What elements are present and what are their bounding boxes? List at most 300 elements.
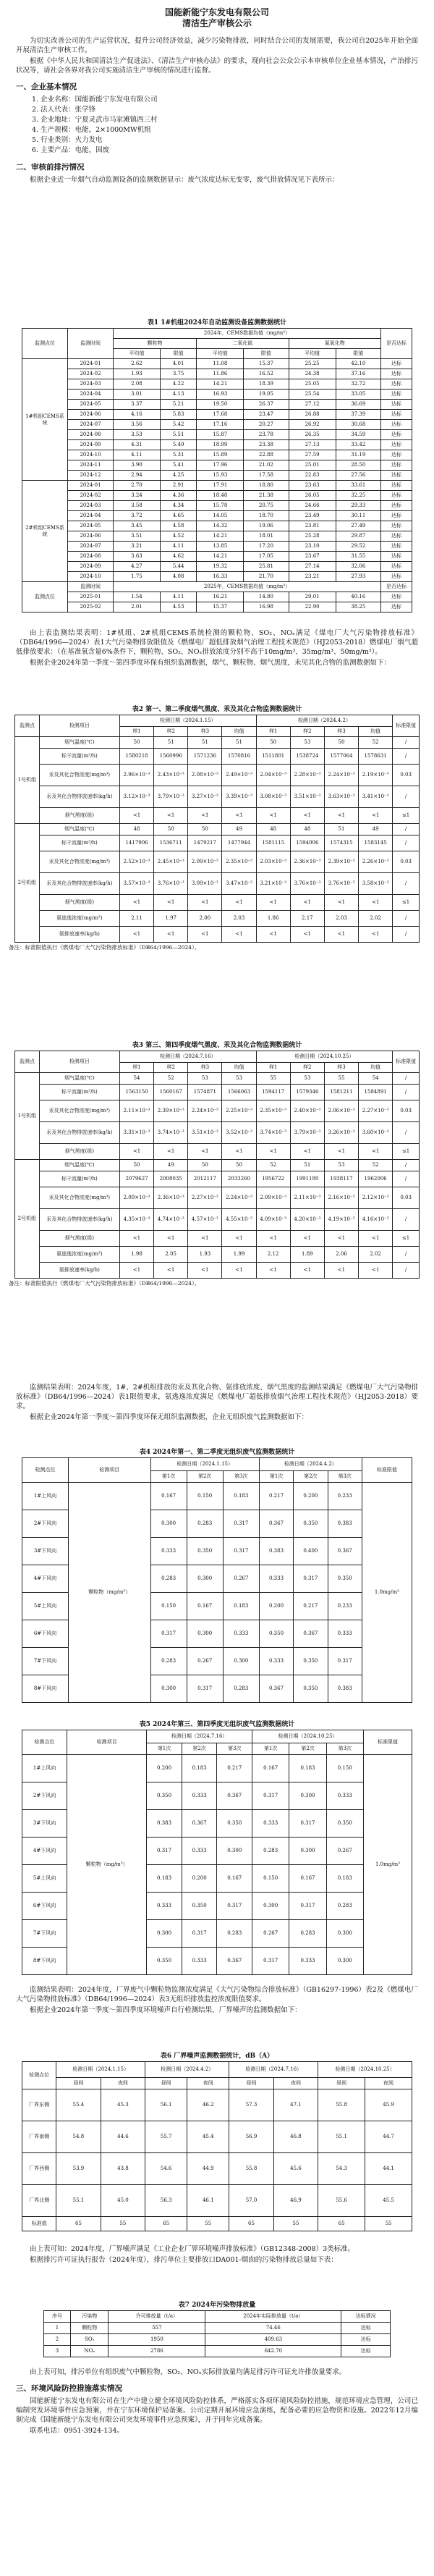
table-cell: / — [393, 1073, 420, 1085]
table-cell: 19.05 — [244, 390, 289, 400]
item-head: 检测项目 — [68, 1458, 150, 1483]
sample-head: 第2次 — [294, 1471, 328, 1483]
table-cell: 3.76×10⁻³ — [290, 873, 324, 895]
table-cell: 1.93 — [114, 369, 161, 379]
table-cell: 3 — [44, 2346, 71, 2357]
table-7 — [43, 2310, 391, 2357]
table-cell: 0.300 — [223, 1648, 259, 1675]
table-cell: 2.11×10⁻³ — [290, 1187, 324, 1209]
table-row — [44, 2346, 391, 2357]
table-cell: / — [393, 1160, 420, 1171]
table-row — [15, 1209, 420, 1231]
sample-head: 样2 — [290, 727, 324, 737]
table-cell: 55.1 — [318, 2121, 365, 2153]
table-cell: 3.90 — [114, 460, 161, 471]
table-row — [15, 1085, 420, 1100]
table-cell: 2024-02 — [68, 491, 114, 501]
table-cell: 23.10 — [289, 542, 336, 552]
table-cell: 2.39×10⁻³ — [154, 1100, 188, 1122]
table-cell: 33.61 — [336, 481, 380, 491]
date-head: 检测日期（2024.7.16） — [119, 1051, 256, 1063]
table-cell: 4.19×10⁻³ — [324, 1209, 358, 1231]
table-cell: 2024-02 — [68, 369, 114, 379]
sample-head: 样2 — [290, 1063, 324, 1073]
point-label: 6#下风向 — [22, 1893, 67, 1920]
table-cell: 1594006 — [290, 835, 324, 851]
row-head: 监测点位 — [22, 329, 68, 359]
table-row — [22, 359, 412, 369]
table-cell: 达标 — [341, 2334, 391, 2346]
table-cell: <1 — [222, 895, 256, 911]
table-cell: 0.350 — [217, 1810, 252, 1838]
table-cell: 0.267 — [326, 1838, 363, 1865]
table-cell: 55.8 — [318, 2089, 365, 2121]
point-label: 1#上风向 — [22, 1755, 67, 1782]
table-cell: 52 — [359, 1160, 393, 1171]
table-cell: 汞及其化合物浓度(mg/m³) — [39, 1187, 119, 1209]
group-label: 1号机组 — [15, 737, 40, 824]
table-row — [15, 1073, 420, 1085]
table-cell: 53 — [188, 1073, 222, 1085]
table-cell: 4.11 — [160, 592, 196, 602]
item-name: 颗粒物（mg/m³） — [67, 1755, 147, 1975]
item-head: 检测项目 — [39, 1051, 119, 1073]
table-cell: 0.317 — [289, 1810, 326, 1838]
table-cell: NOₓ — [71, 2346, 109, 2357]
table-cell: 26.05 — [289, 491, 336, 501]
table-cell: 1950 — [109, 2334, 205, 2346]
col-label: 平均值 — [289, 349, 336, 359]
table-cell: <1 — [324, 1231, 358, 1247]
table-cell: 42.10 — [336, 359, 380, 369]
table-row — [15, 1122, 420, 1144]
table-cell: 15.78 — [197, 501, 244, 511]
table-cell: 2024-07 — [68, 420, 114, 430]
table-cell: 37.39 — [336, 410, 380, 420]
point-head: 监测点 — [15, 715, 40, 737]
table-cell: 0.317 — [252, 1948, 289, 1975]
table-cell: 2012117 — [188, 1171, 222, 1187]
table-cell: 1594117 — [256, 1085, 290, 1100]
table-cell: 0.167 — [150, 1483, 187, 1510]
table-cell: 56.3 — [145, 2185, 187, 2217]
table-cell: <1 — [222, 927, 256, 943]
text-block-after-table-5 — [0, 1984, 434, 2016]
table-4-caption: 表4 2024年第一、第二季度无组织废气监测数据统计 — [139, 1449, 295, 1456]
table-cell: 烟气温度(℃) — [39, 824, 119, 835]
section-2-paragraph: 根据企业近一年烟气自动监测设备的监测数据显示：废气浓度达标无变零，废气排放情况见下表所示： — [30, 176, 339, 184]
table-cell: 0.350 — [147, 1948, 182, 1975]
table-cell: 1.93 — [188, 1247, 222, 1263]
table-cell: 0.200 — [294, 1483, 328, 1510]
table-cell: 3.26×10⁻³ — [324, 1122, 358, 1144]
table-cell: 50 — [188, 824, 222, 835]
table-cell: 2.35×10⁻³ — [256, 1100, 290, 1122]
point-label: 7#下风向 — [22, 1920, 67, 1948]
table-cell: 1479217 — [188, 835, 222, 851]
table-row — [15, 1144, 420, 1160]
point-label: 8#下风向 — [22, 1948, 67, 1975]
table-cell: 3.76×10⁻³ — [154, 873, 188, 895]
table-cell: 1538724 — [290, 749, 324, 765]
table-cell: 2.04×10⁻³ — [256, 765, 290, 786]
table-cell: 烟气温度(℃) — [39, 1160, 119, 1171]
table-3-note: 备注：标准限值执行《燃煤电厂大气污染物排放标准》（DB64/1996—2024）。 — [9, 1280, 200, 1287]
table-cell: 29.52 — [336, 542, 380, 552]
table-cell: 0.267 — [223, 1565, 259, 1593]
table-cell: <1 — [119, 895, 153, 911]
table-row — [15, 1100, 420, 1122]
table-cell: 25.25 — [289, 359, 336, 369]
table-cell: 2024-05 — [68, 521, 114, 531]
table-cell: 1571236 — [188, 749, 222, 765]
table-cell: 23.21 — [289, 572, 336, 582]
table-cell: 2024-09 — [68, 562, 114, 572]
table-cell: 达标 — [381, 562, 412, 572]
table-cell: 16.93 — [197, 390, 244, 400]
table-cell: 0.183 — [223, 1483, 259, 1510]
table-cell: / — [393, 1085, 420, 1100]
text-block-after-table-1 — [0, 627, 434, 669]
table-cell: 4.16 — [114, 410, 161, 420]
table-cell: 50 — [119, 737, 153, 749]
table-cell: 52 — [256, 1160, 290, 1171]
table-cell: 1580218 — [119, 749, 153, 765]
row-head: 监测点位 — [22, 582, 68, 613]
info-item: 3. 企业地址：宁夏灵武市马家滩镇西三村 — [32, 116, 158, 124]
table-row — [22, 562, 412, 572]
std-head: 标准限值 — [362, 1458, 412, 1483]
table-cell: 0.150 — [187, 1483, 223, 1510]
closing-block — [0, 2366, 434, 2437]
date-head: 检测日期（2024.10.25） — [252, 1730, 364, 1743]
table-5-block — [0, 1714, 434, 1975]
column-head: 序号 — [44, 2311, 71, 2323]
table-cell: 16.98 — [244, 602, 289, 613]
table-row — [22, 2078, 412, 2089]
table-cell: 30.68 — [336, 420, 380, 430]
table-cell: 0.167 — [289, 1865, 326, 1893]
table-cell: 4.35×10⁻³ — [119, 1209, 153, 1231]
table-cell: 46.8 — [273, 2121, 318, 2153]
table-cell: 达标 — [381, 521, 412, 531]
table-cell: 0.200 — [259, 1593, 293, 1620]
table-cell: 23.38 — [244, 440, 289, 450]
table-row — [15, 873, 420, 895]
table-cell: 达标 — [381, 481, 412, 491]
table-cell: 49 — [222, 824, 256, 835]
table-cell: <1 — [256, 808, 290, 824]
table-cell: 3.58 — [114, 501, 161, 511]
table-cell: 0.333 — [182, 1838, 217, 1865]
table-cell: 17.68 — [197, 410, 244, 420]
table-cell: 21.02 — [244, 460, 289, 471]
table-cell: 2.62 — [114, 359, 161, 369]
table-cell: 0.383 — [147, 1810, 182, 1838]
table-cell: <1 — [290, 1144, 324, 1160]
table-cell: 0.300 — [150, 1510, 187, 1538]
std-cell: 65 — [145, 2217, 187, 2231]
table-cell: 4.11 — [114, 450, 161, 460]
table-cell: <1 — [188, 1263, 222, 1279]
table-cell: 0.383 — [328, 1510, 362, 1538]
table-cell: 55.6 — [318, 2185, 365, 2217]
table-cell: 3.47×10⁻³ — [222, 873, 256, 895]
std-head: 标准限值 — [363, 1730, 412, 1755]
std-value: 1.0mg/m³ — [363, 1755, 412, 1975]
table-cell: 厂界西侧 — [22, 2153, 56, 2185]
table-cell: 3.41×10⁻³ — [359, 786, 393, 808]
table-cell: <1 — [324, 808, 358, 824]
table-2-block — [0, 699, 434, 952]
table-4 — [22, 1457, 412, 1703]
table-cell: 2024-05 — [68, 400, 114, 410]
table-cell: 0.333 — [259, 1565, 293, 1593]
table-cell: 27.93 — [336, 572, 380, 582]
table-cell: 0.217 — [294, 1593, 328, 1620]
table-cell: 3.53 — [114, 430, 161, 440]
table-cell: 1581211 — [324, 1085, 358, 1100]
sample-head: 第3次 — [217, 1743, 252, 1755]
table-row — [22, 521, 412, 531]
table-row — [22, 420, 412, 430]
table-cell: 49 — [359, 824, 393, 835]
table-cell: <1 — [119, 927, 153, 943]
table-cell: 2.02 — [359, 1247, 393, 1263]
sub-head: 夜间 — [273, 2078, 318, 2089]
table-cell: 1.98 — [119, 1247, 153, 1263]
table-row — [22, 1755, 412, 1782]
table-cell: 颗粒物 — [71, 2323, 109, 2334]
table-cell: 达标 — [381, 450, 412, 460]
table-cell: 氨排放速率(kg/h) — [39, 1263, 119, 1279]
table-cell: 23.78 — [244, 430, 289, 440]
table-cell: 54 — [359, 1073, 393, 1085]
table-cell: <1 — [256, 1231, 290, 1247]
table-cell: 标干流量(m³/h) — [39, 749, 119, 765]
info-item: 2. 法人代表：张学锋 — [32, 106, 96, 114]
table-cell: 1.86 — [256, 911, 290, 927]
table-cell: 4.20×10⁻³ — [290, 1209, 324, 1231]
table-cell: 2.49×10⁻³ — [222, 765, 256, 786]
table-cell: 31.19 — [336, 450, 380, 460]
sub-head: 昼间 — [56, 2078, 101, 2089]
table-cell: 26.92 — [289, 420, 336, 430]
table-6 — [22, 2061, 412, 2231]
table-cell: / — [393, 824, 420, 835]
table-cell: 34.59 — [336, 430, 380, 440]
group-label: 2号机组 — [15, 824, 40, 943]
table-cell: 5.21 — [160, 400, 196, 410]
table-cell: 1579346 — [290, 1085, 324, 1100]
table-cell: 14.80 — [244, 592, 289, 602]
paragraph: 根据排污许可证执行报告（2024年度），排污单位主要排放口DA001-烟囱的污染物排放总量如下表： — [30, 2256, 338, 2264]
pollutant-head: 颗粒物 — [114, 339, 197, 349]
text-block-after-table-6 — [0, 2243, 434, 2266]
info-item: 5. 行业类别：火力发电 — [32, 136, 103, 144]
table-cell: 50 — [154, 824, 188, 835]
std-cell: 55 — [187, 2217, 229, 2231]
sample-head: 样2 — [154, 1063, 188, 1073]
table-cell: 43.8 — [101, 2153, 145, 2185]
status-head: 是否达标 — [381, 329, 412, 359]
table-cell: 4.11 — [160, 542, 196, 552]
point-label: 8#下风向 — [22, 1675, 69, 1703]
table-cell: 3.74×10⁻³ — [256, 1122, 290, 1144]
table-cell: 19.06 — [244, 521, 289, 531]
table-cell: 0.200 — [147, 1755, 182, 1782]
table-cell: 0.350 — [294, 1675, 328, 1703]
table-cell: 2.00 — [188, 911, 222, 927]
table-cell: <1 — [222, 1231, 256, 1247]
date-head: 检测日期（2024.7.16） — [147, 1730, 252, 1743]
table-cell: 2.40×10⁻³ — [290, 1100, 324, 1122]
column-head: 污染物 — [71, 2311, 109, 2323]
table-cell: 3.79×10⁻³ — [290, 1122, 324, 1144]
table-cell: 22.83 — [289, 471, 336, 481]
table-cell: 2.06 — [324, 1247, 358, 1263]
table-cell: 1962006 — [359, 1171, 393, 1187]
table-cell: 烟气温度(℃) — [39, 737, 119, 749]
table-cell: 0.367 — [259, 1510, 293, 1538]
table-cell: 40.16 — [336, 592, 380, 602]
std-cell: 65 — [229, 2217, 273, 2231]
table-cell: / — [393, 749, 420, 765]
table-cell: <1 — [188, 1144, 222, 1160]
table-cell: 17.05 — [244, 552, 289, 562]
table-cell: 56.1 — [145, 2089, 187, 2121]
table-cell: / — [393, 1247, 420, 1263]
pollutant-head: 氮氧化物 — [289, 339, 380, 349]
table-cell: 1.54 — [114, 592, 161, 602]
table-cell: 53 — [290, 1073, 324, 1085]
table-cell: / — [393, 1171, 420, 1187]
table-cell: 409.63 — [205, 2334, 341, 2346]
table-cell: 0.367 — [259, 1675, 293, 1703]
table-cell: 30.11 — [336, 511, 380, 521]
table-cell: 2024-10 — [68, 572, 114, 582]
table-cell: 0.183 — [147, 1865, 182, 1893]
table-cell: 23.49 — [289, 511, 336, 521]
table-cell: <1 — [359, 1263, 393, 1279]
table-cell: 0.333 — [147, 1893, 182, 1920]
table-cell: 1574871 — [188, 1085, 222, 1100]
sub-head: 夜间 — [187, 2078, 229, 2089]
table-cell: 氨逃逸浓度(mg/m³) — [39, 911, 119, 927]
table-cell: 0.03 — [393, 851, 420, 873]
col-label: 平均值 — [114, 349, 161, 359]
table-cell: 1477944 — [222, 835, 256, 851]
sample-head: 第3次 — [328, 1471, 362, 1483]
table-cell: 达标 — [381, 359, 412, 369]
table-cell: 3.75 — [160, 369, 196, 379]
table-cell: 74.46 — [205, 2323, 341, 2334]
table-cell: 4.65 — [160, 511, 196, 521]
table-cell: 29.33 — [336, 501, 380, 511]
table-cell: 2786 — [109, 2346, 205, 2357]
table-cell: 4.25 — [160, 471, 196, 481]
table-cell: 53 — [324, 1160, 358, 1171]
group-label: 2号机组 — [15, 1160, 40, 1279]
table-cell: 2.96×10⁻³ — [119, 765, 153, 786]
table-cell: 1574315 — [324, 835, 358, 851]
table-cell: 3.58×10⁻³ — [359, 873, 393, 895]
table-row — [22, 511, 412, 521]
sample-head: 样1 — [256, 1063, 290, 1073]
date-head: 检测日期（2024.4.2） — [145, 2062, 229, 2078]
table-7-block — [0, 2295, 434, 2357]
table-cell: 4.36 — [160, 491, 196, 501]
table-cell: 2.09×10⁻³ — [256, 1187, 290, 1209]
table-cell: 2025-01 — [68, 592, 114, 602]
table-cell: 2.39×10⁻³ — [324, 851, 358, 873]
table-cell: 2.19×10⁻³ — [359, 765, 393, 786]
table-row — [22, 1483, 412, 1510]
table-cell: 0.317 — [182, 1920, 217, 1948]
sample-head: 第3次 — [223, 1471, 259, 1483]
table-row — [22, 2217, 412, 2231]
table-row — [22, 369, 412, 379]
table-row — [15, 737, 420, 749]
table-6-caption: 表6 厂界噪声监测数据统计，dB（A） — [160, 2053, 274, 2060]
intro-paragraph-1: 为切实改善公司的生产运营状况，提升公司经济效益，减少污染物排放，同时结合公司的发展需要，我公司自2025年开始全面开展清洁生产审核工作。 — [16, 37, 418, 54]
table-cell: 5.83 — [160, 410, 196, 420]
table-cell: 14.32 — [197, 521, 244, 531]
table-cell: 0.167 — [252, 1755, 289, 1782]
table-row — [15, 765, 420, 786]
table-cell: 0.317 — [187, 1675, 223, 1703]
table-cell: 23.47 — [244, 410, 289, 420]
table-cell: 0.350 — [294, 1648, 328, 1675]
table-2-caption: 表2 第一、第二季度烟气黑度、汞及其化合物监测数据统计 — [132, 706, 302, 713]
table-row — [44, 2323, 391, 2334]
table-cell: 2.25×10⁻³ — [222, 1100, 256, 1122]
table-row — [22, 542, 412, 552]
table-cell: 37.16 — [336, 369, 380, 379]
table-cell: 55.1 — [56, 2185, 101, 2217]
table-cell: 0.300 — [187, 1565, 223, 1593]
table-cell: 达标 — [381, 602, 412, 613]
table-cell: 3.74×10⁻³ — [154, 1122, 188, 1144]
table-row — [15, 715, 420, 727]
table-cell: 0.367 — [182, 1810, 217, 1838]
table-cell: 厂界北侧 — [22, 2185, 56, 2217]
table-cell: 2025-02 — [68, 602, 114, 613]
table-cell: 厂界南侧 — [22, 2121, 56, 2153]
col-label: 限值 — [336, 349, 380, 359]
table-7-caption: 表7 2024年污染物排放量 — [178, 2302, 256, 2309]
table-cell: 1 — [44, 2323, 71, 2334]
table-cell: 49 — [154, 1160, 188, 1171]
sub-head: 昼间 — [318, 2078, 365, 2089]
table-cell: 50 — [188, 1160, 222, 1171]
point-head: 监测点 — [15, 1051, 40, 1073]
info-item: 4. 生产规模：电能，2×1000MW机组 — [32, 126, 151, 134]
table-cell: <1 — [256, 1144, 290, 1160]
std-cell: 65 — [56, 2217, 101, 2231]
sample-head: 第2次 — [182, 1743, 217, 1755]
table-cell: 1991180 — [290, 1171, 324, 1187]
table-cell: 50 — [256, 737, 290, 749]
table-row — [22, 1458, 412, 1471]
table-cell: <1 — [359, 895, 393, 911]
table-cell: 2024-10 — [68, 450, 114, 460]
table-cell: 25.01 — [289, 460, 336, 471]
table-cell: 17.58 — [244, 471, 289, 481]
table-cell: 3.76×10⁻³ — [324, 873, 358, 895]
table-cell: <1 — [359, 1144, 393, 1160]
table-cell: 32.25 — [336, 491, 380, 501]
